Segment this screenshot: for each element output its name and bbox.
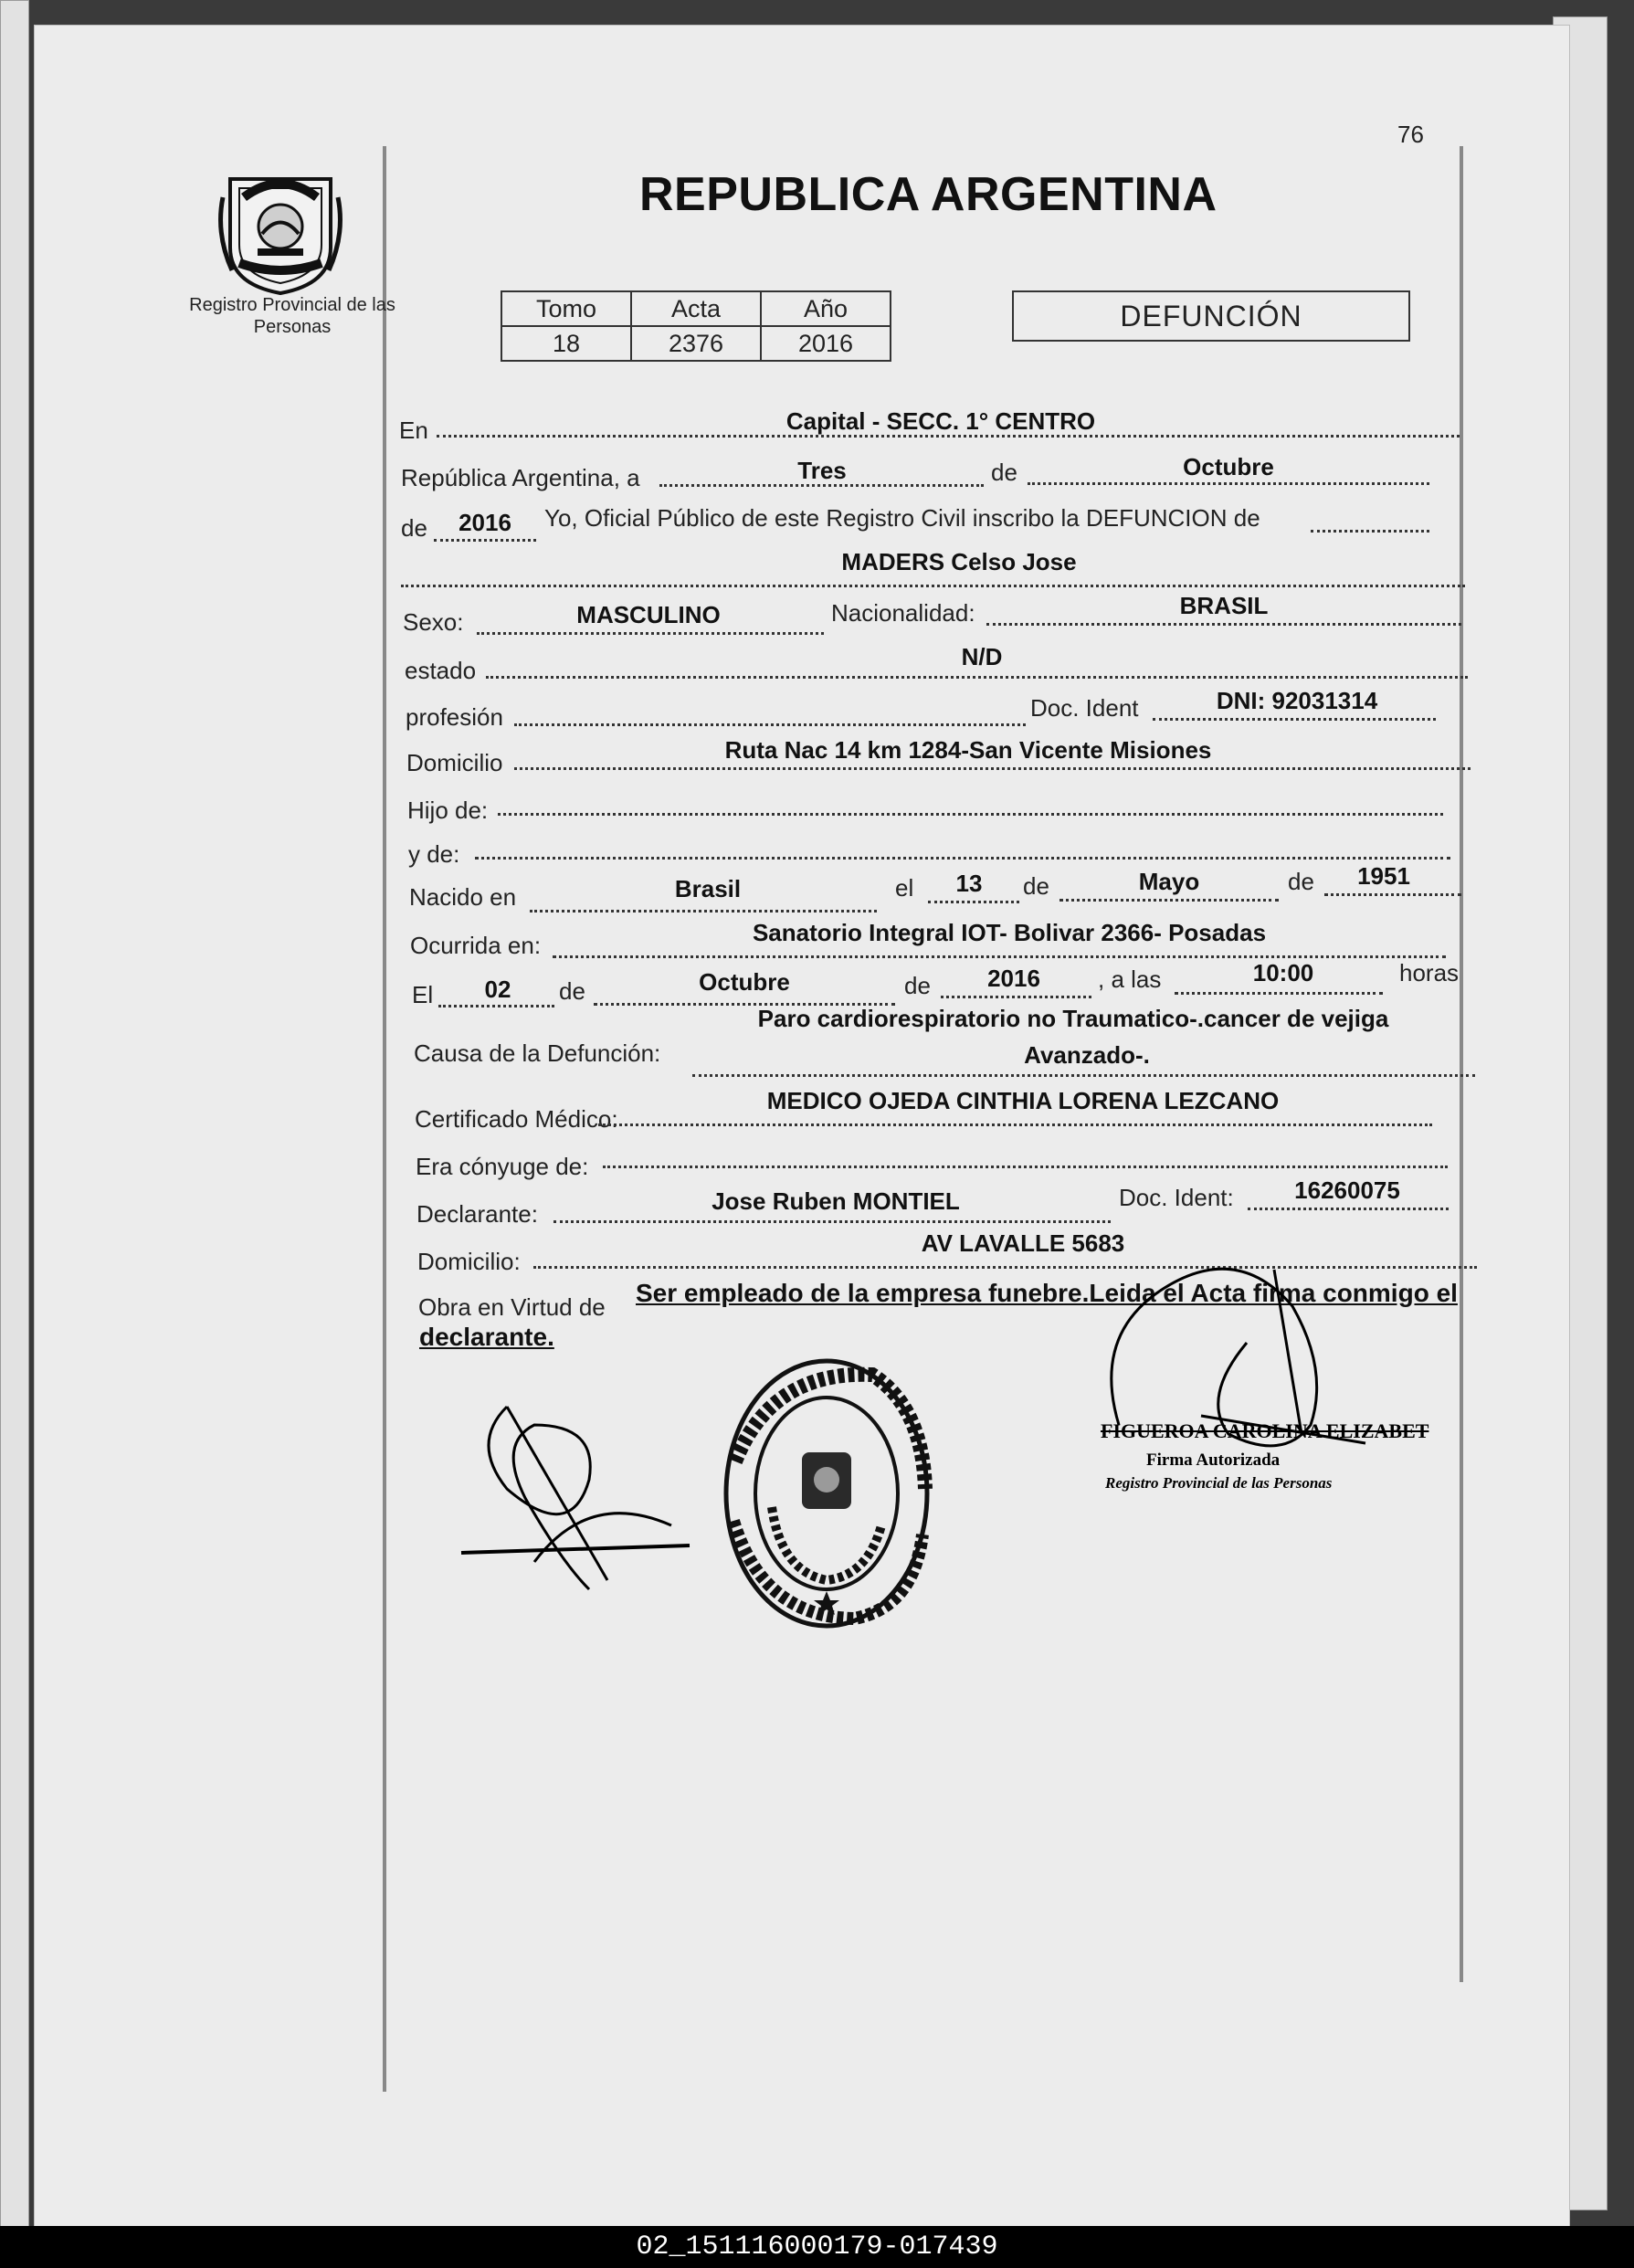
certificado-label: Certificado Médico:: [415, 1105, 618, 1133]
nacionalidad-line: [986, 623, 1461, 626]
ocurrida-line: [553, 955, 1446, 958]
month-line: [1028, 482, 1429, 485]
de-label-1: de: [991, 459, 1017, 486]
conyuge-label: Era cónyuge de:: [416, 1153, 589, 1180]
official-role: Firma Autorizada: [1146, 1450, 1281, 1470]
certificado-value: MEDICO OJEDA CINTHIA LORENA LEZCANO: [766, 1087, 1280, 1114]
causa-line-1: Paro cardiorespiratorio no Traumatico-.cancer de vejiga: [757, 1005, 1389, 1032]
horas-label: horas: [1399, 959, 1460, 986]
page-number: 76: [1397, 121, 1424, 148]
image-caption: 02_151116000179-017439: [0, 2226, 1634, 2268]
nacido-label: Nacido en: [409, 883, 517, 911]
birth-day-value: 13: [955, 870, 983, 897]
de-label-2: de: [401, 514, 427, 542]
ocurrida-label: Ocurrida en:: [410, 932, 542, 959]
declarante-value: Jose Ruben MONTIEL: [712, 1187, 960, 1215]
sexo-value: MASCULINO: [576, 601, 721, 628]
nacido-line: [530, 910, 877, 912]
de-label-6: de: [904, 972, 931, 999]
ocurrida-value: Sanatorio Integral IOT- Bolivar 2366- Posadas: [752, 919, 1267, 946]
conyuge-line: [603, 1166, 1448, 1168]
year-line: [434, 539, 536, 542]
document-type: DEFUNCIÓN: [1012, 290, 1410, 342]
place-value: Capital - SECC. 1° CENTRO: [785, 407, 1096, 435]
profesion-line: [514, 723, 1026, 726]
registry-stamp: [717, 1352, 936, 1635]
declarant-signature: [452, 1388, 699, 1608]
anio-value: 2016: [761, 326, 891, 361]
death-day-value: 02: [484, 976, 511, 1003]
hijo-line: [498, 813, 1443, 816]
document-title: REPUBLICA ARGENTINA: [639, 168, 1218, 221]
domicilio2-value: AV LAVALLE 5683: [921, 1229, 1125, 1257]
birth-month-line: [1059, 899, 1279, 902]
death-month-value: Octubre: [699, 968, 790, 996]
domicilio2-label: Domicilio:: [417, 1248, 521, 1275]
y-de-label: y de:: [408, 840, 460, 868]
left-margin-rule: [383, 146, 386, 2092]
birth-month-value: Mayo: [1138, 868, 1200, 895]
intro-text: Yo, Oficial Público de este Registro Civil inscribo la DEFUNCION de: [544, 504, 1260, 532]
tomo-value: 18: [501, 326, 631, 361]
certificado-line: [598, 1123, 1432, 1126]
estado-line: [486, 676, 1468, 679]
domicilio-label: Domicilio: [406, 749, 503, 776]
official-name: FIGUEROA CAROLINA ELIZABET: [1101, 1419, 1429, 1442]
deceased-name: MADERS Celso Jose: [841, 548, 1077, 575]
obra-line-2: declarante.: [419, 1323, 554, 1351]
month-value: Octubre: [1183, 453, 1274, 480]
de-label-5: de: [559, 977, 585, 1005]
doc-ident-line: [1153, 718, 1436, 721]
nacionalidad-value: BRASIL: [1179, 592, 1269, 619]
obra-label: Obra en Virtud de: [418, 1293, 606, 1321]
causa-line: [692, 1074, 1475, 1077]
acta-header: Acta: [631, 291, 761, 326]
right-margin-rule: [1460, 146, 1463, 1982]
death-year-line: [941, 996, 1091, 998]
province-seal-icon: [212, 161, 349, 298]
nacionalidad-label: Nacionalidad:: [831, 599, 975, 627]
death-time-line: [1175, 992, 1383, 995]
profesion-label: profesión: [406, 703, 503, 731]
death-year-value: 2016: [987, 965, 1040, 992]
agency-name: Registro Provincial de las Personas: [189, 295, 395, 337]
declarante-line: [553, 1220, 1111, 1223]
death-day-line: [438, 1005, 554, 1007]
en-label: En: [399, 417, 428, 444]
el-label: el: [895, 874, 914, 902]
domicilio-line: [514, 767, 1471, 770]
de-label-3: de: [1023, 872, 1049, 900]
sexo-line: [477, 632, 824, 635]
a-las-label: , a las: [1098, 965, 1162, 993]
doc-ident2-value: 16260075: [1294, 1176, 1400, 1204]
acta-value: 2376: [631, 326, 761, 361]
estado-label: estado: [405, 657, 477, 684]
hijo-label: Hijo de:: [407, 796, 489, 824]
death-time-value: 10:00: [1252, 959, 1314, 986]
declarante-label: Declarante:: [416, 1200, 538, 1228]
birth-day-line: [928, 901, 1019, 903]
tomo-header: Tomo: [501, 291, 631, 326]
sexo-label: Sexo:: [403, 608, 464, 636]
obra-line-1: Ser empleado de la empresa funebre.Leida el Acta firma conmigo el: [636, 1279, 1458, 1307]
anio-header: Año: [761, 291, 891, 326]
birth-year-line: [1324, 893, 1461, 896]
birth-year-value: 1951: [1357, 862, 1410, 890]
background-sheet: [0, 0, 29, 2228]
de-label-4: de: [1288, 868, 1314, 895]
causa-label: Causa de la Defunción:: [414, 1039, 661, 1067]
el-label-2: El: [412, 981, 434, 1008]
doc-ident-value: DNI: 92031314: [1216, 687, 1378, 714]
doc-ident-label: Doc. Ident: [1030, 694, 1139, 722]
intro-trailing-line: [1311, 530, 1429, 533]
doc-ident2-line: [1248, 1208, 1449, 1210]
republica-label: República Argentina, a: [401, 464, 640, 491]
nacido-value: Brasil: [674, 875, 742, 902]
year-value: 2016: [459, 509, 511, 536]
reference-table: [501, 290, 891, 362]
domicilio-value: Ruta Nac 14 km 1284-San Vicente Misiones: [724, 736, 1212, 764]
y-de-line: [475, 857, 1450, 860]
official-office: Registro Provincial de las Personas: [1105, 1474, 1333, 1492]
causa-line-2: Avanzado-.: [1024, 1041, 1150, 1069]
name-line: [401, 585, 1465, 587]
estado-value: N/D: [961, 643, 1003, 670]
day-words-value: Tres: [797, 457, 847, 484]
doc-ident2-label: Doc. Ident:: [1119, 1184, 1234, 1211]
